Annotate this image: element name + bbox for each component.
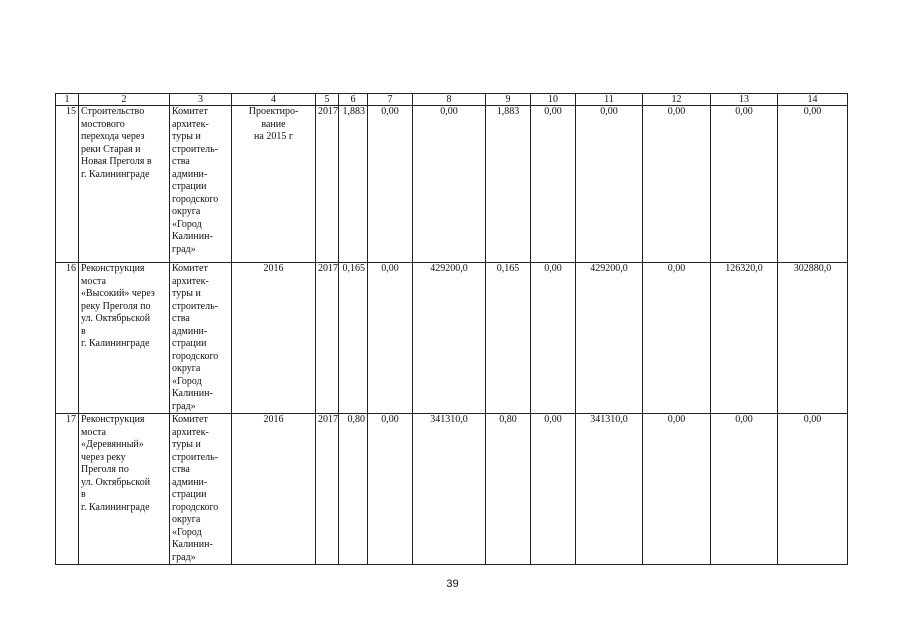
table-row (56, 414, 848, 565)
customer-cell-line: страции (172, 338, 207, 349)
customer-cell-line: городского (172, 193, 219, 205)
value-cell: 0,00 (711, 414, 778, 565)
object-name-cell-line: Строительство (81, 106, 145, 117)
object-name-cell-line: реку Преголя по (81, 300, 151, 312)
object-name-cell-line: ул. Октябрьской (81, 313, 151, 324)
customer-cell-line: админи- (172, 325, 208, 337)
object-name-cell-line: г. Калининграде (81, 168, 150, 180)
object-name-cell (79, 414, 170, 565)
customer-cell-line: городского (172, 350, 219, 362)
table-row (56, 106, 848, 263)
capacity-cell: 0,165 (339, 263, 368, 414)
column-header: 2 (79, 94, 170, 106)
customer-cell (170, 106, 232, 263)
row-number-cell: 15 (56, 106, 79, 263)
customer-cell-line: ства (172, 156, 190, 167)
column-header: 12 (643, 94, 711, 106)
object-name-cell-line: «Высокий» через (81, 288, 155, 299)
object-name-cell-line: перехода через (81, 131, 145, 142)
customer-cell-line: архитек- (172, 118, 209, 130)
start-year-cell (232, 263, 316, 414)
object-name-cell-line: г. Калининграде (81, 501, 150, 513)
projects-table (55, 93, 848, 565)
object-name-cell-line: Преголя по (81, 464, 129, 475)
header-row (56, 94, 848, 106)
customer-cell-line: град» (172, 400, 196, 412)
value-cell: 341310,0 (413, 414, 486, 565)
value-cell: 0,00 (711, 106, 778, 263)
capacity-cell: 0,80 (339, 414, 368, 565)
customer-cell-line: Калинин- (172, 231, 213, 242)
customer-cell-line: «Город (172, 375, 202, 387)
customer-cell-line: строитель- (172, 451, 218, 463)
object-name-cell-line: Реконструкция (81, 414, 145, 425)
value-cell: 429200,0 (576, 263, 643, 414)
value-cell: 0,00 (778, 106, 848, 263)
customer-cell (170, 414, 232, 565)
value-cell: 0,00 (531, 414, 576, 565)
column-header: 9 (486, 94, 531, 106)
column-header: 13 (711, 94, 778, 106)
customer-cell-line: туры и (172, 131, 201, 142)
column-header: 10 (531, 94, 576, 106)
value-cell: 0,00 (576, 106, 643, 263)
value-cell: 0,00 (531, 263, 576, 414)
object-name-cell-line: Реконструкция (81, 263, 145, 274)
object-name-cell-line: в (81, 489, 86, 500)
object-name-cell-line: моста (81, 275, 106, 287)
customer-cell-line: «Город (172, 218, 202, 230)
value-cell: 0,00 (531, 106, 576, 263)
value-cell: 302880,0 (778, 263, 848, 414)
column-header: 14 (778, 94, 848, 106)
column-header: 5 (316, 94, 339, 106)
object-name-cell-line: ул. Октябрьской (81, 476, 151, 488)
customer-cell-line: строитель- (172, 300, 218, 312)
capacity-cell: 1,883 (339, 106, 368, 263)
object-name-cell-line: г. Калининграде (81, 338, 150, 349)
start-year-cell-line: на 2015 г (254, 131, 293, 142)
start-year-cell-line: вание (261, 118, 286, 130)
column-header: 4 (232, 94, 316, 106)
object-name-cell (79, 263, 170, 414)
start-year-cell-line: 2016 (263, 414, 284, 425)
customer-cell-line: архитек- (172, 275, 209, 287)
customer-cell-line: админи- (172, 168, 208, 180)
value-cell: 0,00 (368, 414, 413, 565)
customer-cell-line: Комитет (172, 414, 208, 425)
customer-cell-line: град» (172, 243, 196, 255)
object-name-cell-line: в (81, 325, 86, 337)
customer-cell-line: туры и (172, 288, 201, 299)
start-year-cell (232, 106, 316, 263)
start-year-cell (232, 414, 316, 565)
customer-cell-line: округа (172, 514, 201, 525)
value-cell: 0,00 (643, 414, 711, 565)
customer-cell-line: админи- (172, 476, 208, 488)
customer-cell-line: архитек- (172, 426, 209, 438)
column-header: 3 (170, 94, 232, 106)
object-name-cell (79, 106, 170, 263)
object-name-cell-line: моста (81, 426, 106, 438)
table-row (56, 263, 848, 414)
start-year-cell-line: Проектиро- (248, 106, 299, 117)
customer-cell-line: округа (172, 363, 201, 374)
object-name-cell-line: «Деревянный» (81, 439, 144, 450)
customer-cell-line: ства (172, 313, 190, 324)
column-header: 6 (339, 94, 368, 106)
column-header: 11 (576, 94, 643, 106)
column-header: 7 (368, 94, 413, 106)
value-cell: 0,165 (486, 263, 531, 414)
customer-cell-line: ства (172, 464, 190, 475)
value-cell: 1,883 (486, 106, 531, 263)
value-cell: 0,00 (643, 263, 711, 414)
customer-cell-line: Калинин- (172, 539, 213, 550)
object-name-cell-line: Новая Преголя в (81, 156, 152, 167)
customer-cell-line: страции (172, 489, 207, 500)
page-number: 39 (446, 578, 459, 590)
column-header: 8 (413, 94, 486, 106)
customer-cell-line: туры и (172, 439, 201, 450)
start-year-cell-line: 2016 (263, 263, 284, 274)
customer-cell-line: Комитет (172, 106, 208, 117)
value-cell: 341310,0 (576, 414, 643, 565)
object-name-cell-line: мостового (81, 118, 125, 130)
customer-cell-line: округа (172, 206, 201, 217)
value-cell: 0,00 (413, 106, 486, 263)
end-year-cell: 2017 (316, 106, 339, 263)
customer-cell-line: град» (172, 551, 196, 563)
value-cell: 429200,0 (413, 263, 486, 414)
value-cell: 0,00 (778, 414, 848, 565)
customer-cell-line: страции (172, 181, 207, 192)
object-name-cell-line: через реку (81, 451, 126, 463)
table-body (56, 106, 848, 565)
customer-cell-line: Калинин- (172, 388, 213, 399)
row-number-cell: 16 (56, 263, 79, 414)
value-cell: 0,80 (486, 414, 531, 565)
customer-cell (170, 263, 232, 414)
object-name-cell-line: реки Старая и (81, 143, 141, 155)
end-year-cell: 2017 (316, 414, 339, 565)
column-header: 1 (56, 94, 79, 106)
row-number-cell: 17 (56, 414, 79, 565)
customer-cell-line: «Город (172, 526, 202, 538)
end-year-cell: 2017 (316, 263, 339, 414)
value-cell: 0,00 (643, 106, 711, 263)
customer-cell-line: Комитет (172, 263, 208, 274)
customer-cell-line: строитель- (172, 143, 218, 155)
value-cell: 126320,0 (711, 263, 778, 414)
value-cell: 0,00 (368, 106, 413, 263)
value-cell: 0,00 (368, 263, 413, 414)
customer-cell-line: городского (172, 501, 219, 513)
